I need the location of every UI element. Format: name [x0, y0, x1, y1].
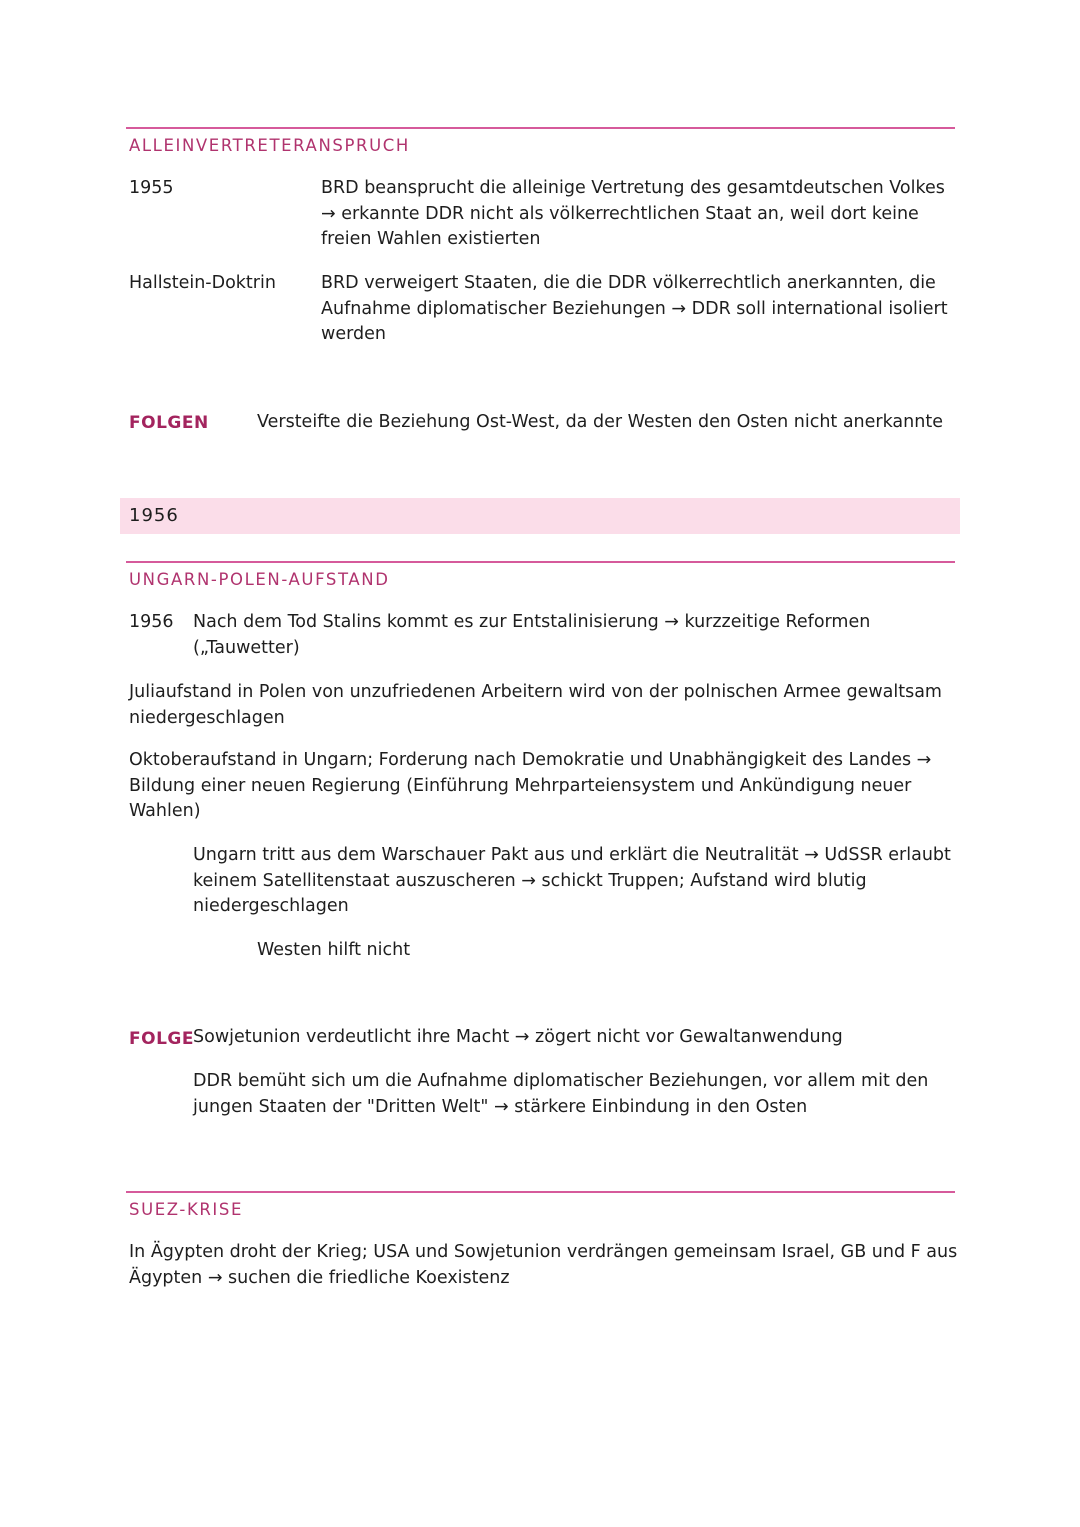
section-heading-ungarn-polen: UNGARN-POLEN-AUFSTAND [129, 570, 390, 589]
section-divider [126, 1191, 955, 1193]
paragraph-westen: Westen hilft nicht [257, 940, 411, 960]
section-divider [126, 561, 955, 563]
year-band [120, 498, 960, 534]
paragraph-ddr: DDR bemüht sich um die Aufnahme diplomatischer Beziehungen, vor allem mit den jungen Staaten der "Dritten Welt" → stärkere Einbindung in den Osten [193, 1071, 929, 1117]
row-label-hallstein: Hallstein-Doktrin [129, 273, 276, 293]
folgen-text: Versteifte die Beziehung Ost-West, da der Westen den Osten nicht anerkannte [257, 412, 943, 432]
folge-label: FOLGE [129, 1029, 194, 1049]
section-divider [126, 127, 955, 129]
row-label-1955: 1955 [129, 178, 174, 198]
paragraph-warschauer-pakt: Ungarn tritt aus dem Warschauer Pakt aus und erklärt die Neutralität → UdSSR erlaubt keinem Satellitenstaat auszuscheren → schickt Truppen; Aufstand wird blutig niedergeschlagen [193, 845, 951, 916]
folgen-label: FOLGEN [129, 413, 209, 433]
folge-text: Sowjetunion verdeutlicht ihre Macht → zögert nicht vor Gewaltanwendung [193, 1027, 843, 1047]
paragraph-ungarn: Oktoberaufstand in Ungarn; Forderung nach Demokratie und Unabhängigkeit des Landes → Bildung einer neuen Regierung (Einführung Mehrparteiensystem und Ankündigung neuer Wahlen) [129, 750, 932, 821]
paragraph-suez: In Ägypten droht der Krieg; USA und Sowjetunion verdrängen gemeinsam Israel, GB und F aus Ägypten → suchen die friedliche Koexistenz [129, 1242, 958, 1288]
intro-year: 1956 [129, 612, 174, 632]
row-text-1955: BRD beansprucht die alleinige Vertretung des gesamtdeutschen Volkes → erkannte DDR nicht als völkerrechtlichen Staat an, weil dort keine freien Wahlen existierten [321, 178, 945, 249]
section-heading-suez-krise: SUEZ-KRISE [129, 1200, 243, 1219]
section-heading-alleinvertreteranspruch: ALLEINVERTRETERANSPRUCH [129, 136, 410, 155]
paragraph-polen: Juliaufstand in Polen von unzufriedenen Arbeitern wird von der polnischen Armee gewaltsam niedergeschlagen [129, 682, 942, 728]
intro-text: Nach dem Tod Stalins kommt es zur Entstalinisierung → kurzzeitige Reformen („Tauwetter) [193, 612, 871, 658]
year-band-label: 1956 [129, 505, 179, 526]
row-text-hallstein: BRD verweigert Staaten, die die DDR völkerrechtlich anerkannten, die Aufnahme diplomatischer Beziehungen → DDR soll international isoliert werden [321, 273, 948, 344]
